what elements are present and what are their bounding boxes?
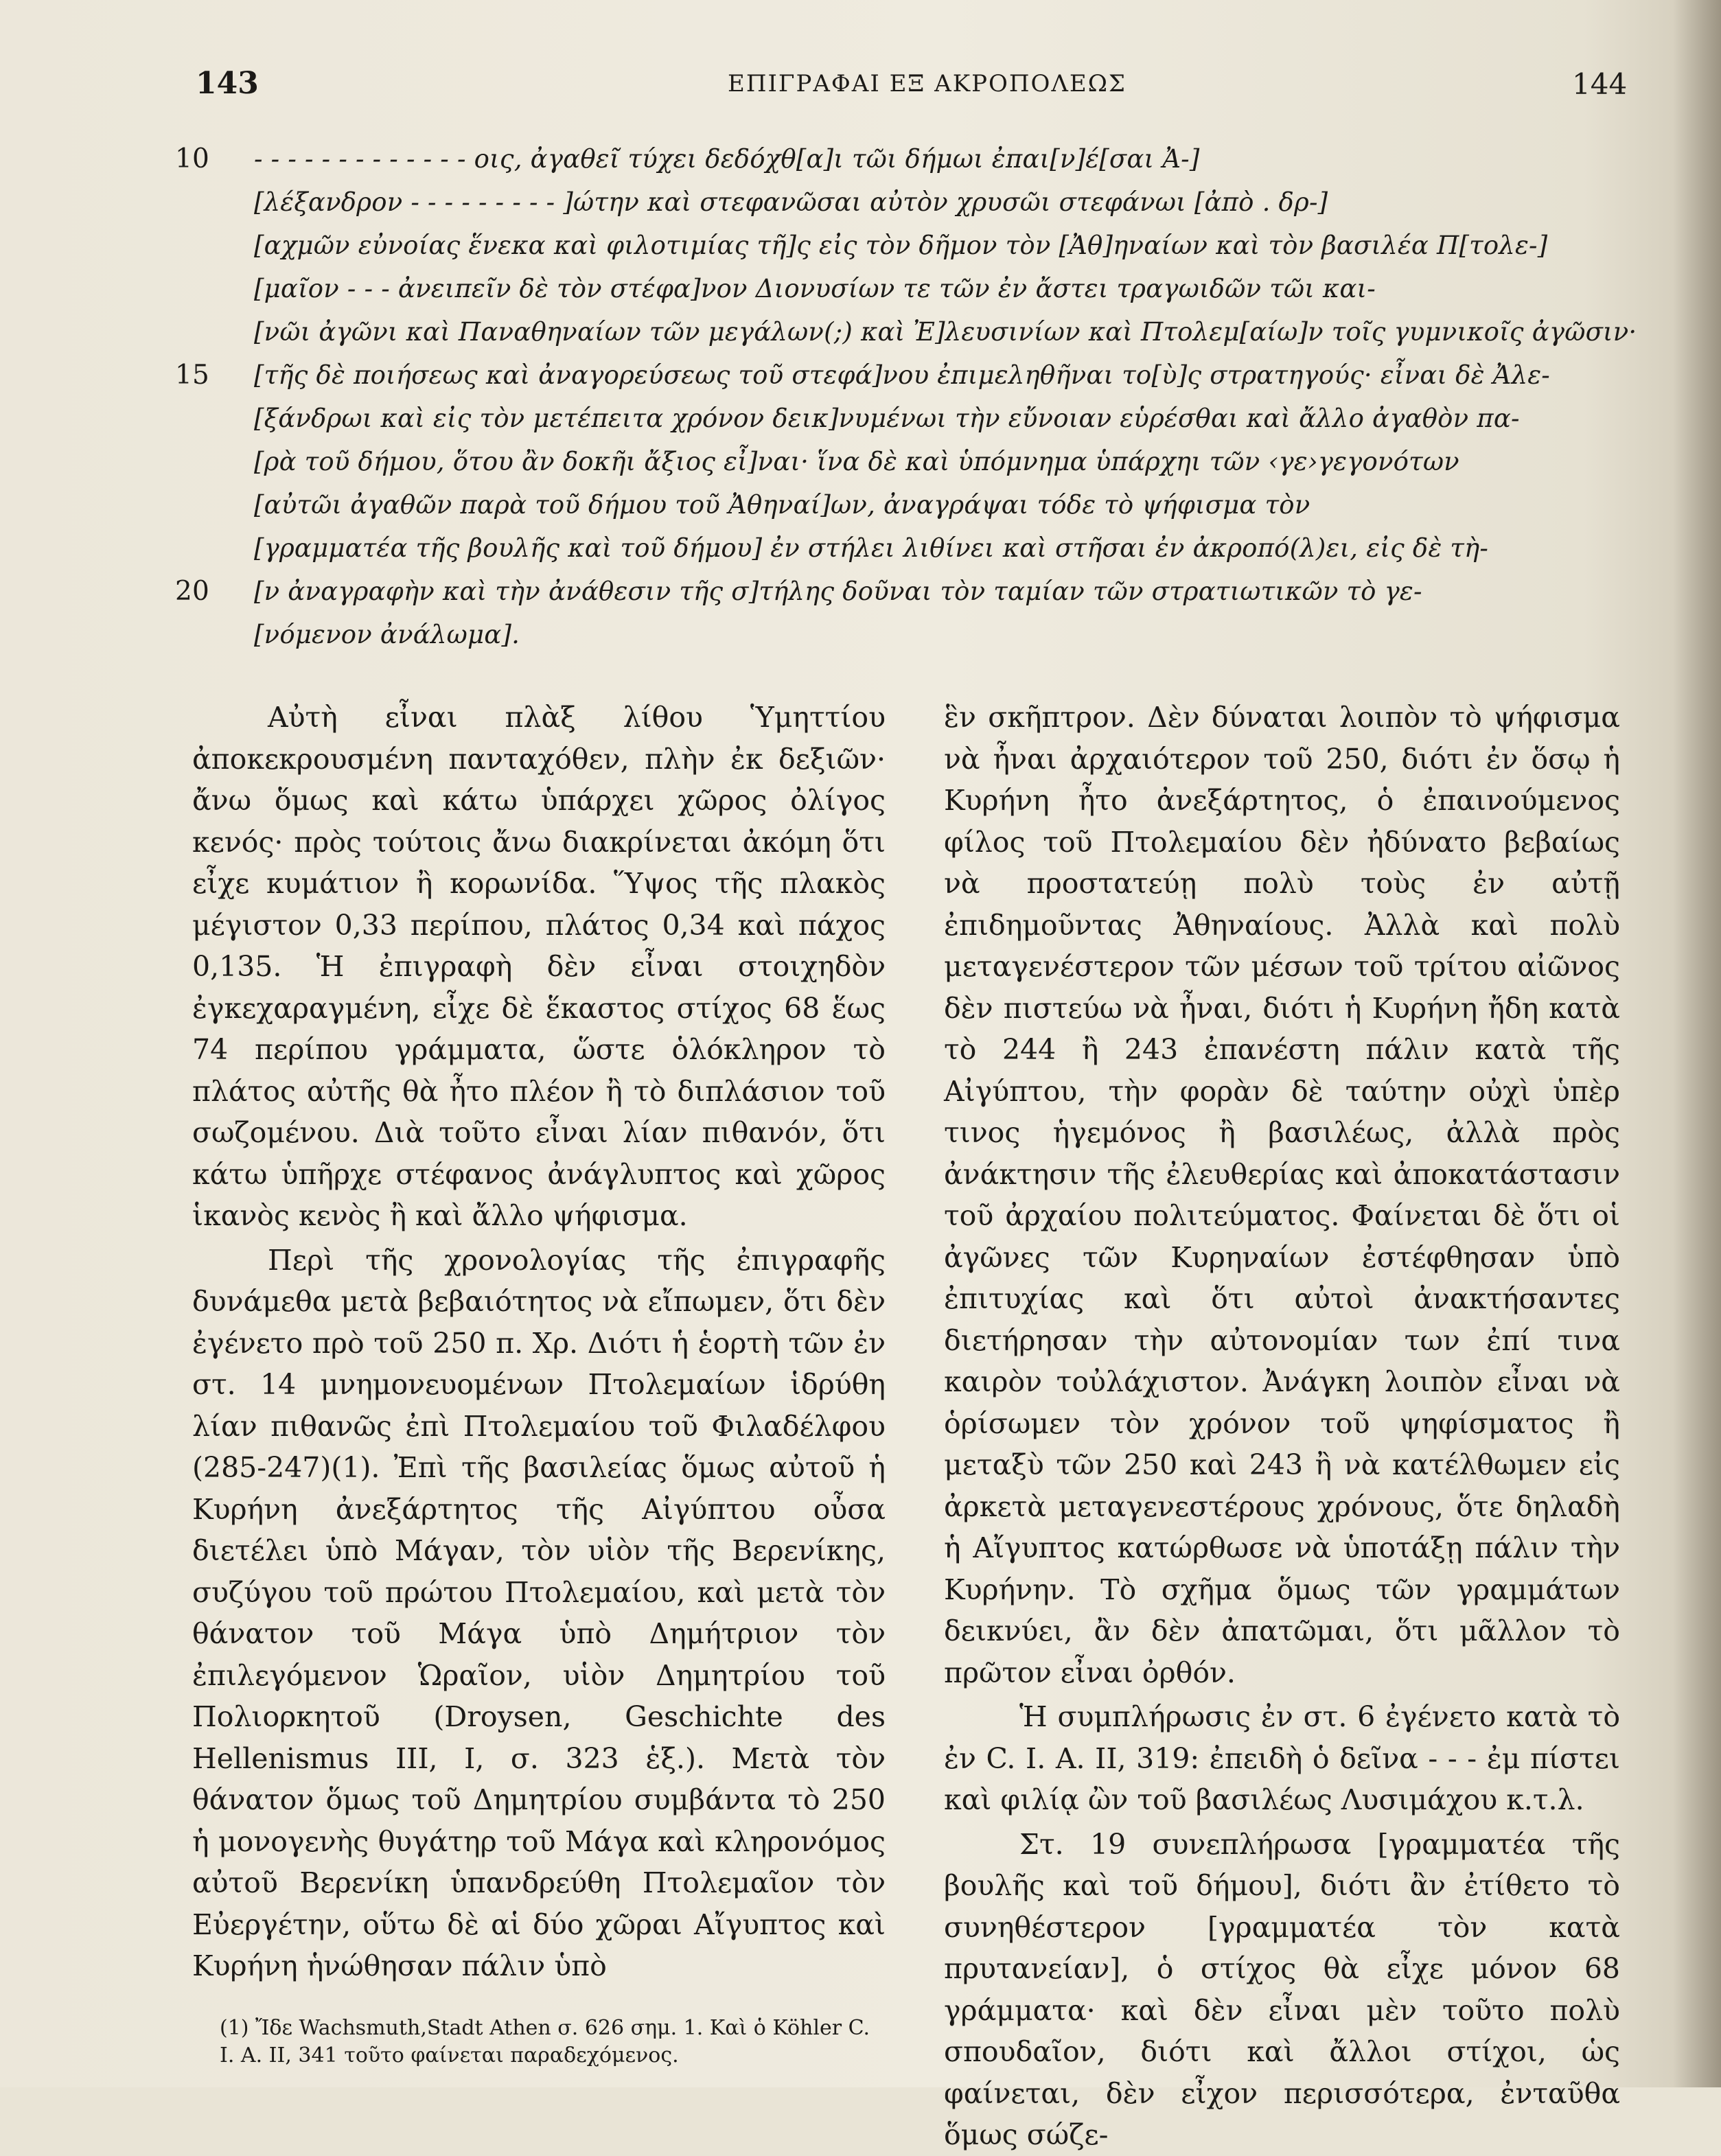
- inscription-line-text: [τῆς δὲ ποιήσεως καὶ ἀναγορεύσεως τοῦ στεφά]νου ἐπιμεληθῆναι το[ὺ]ς στρατηγούς· εἶναι δὲ Ἀλε-: [254, 360, 1550, 390]
- page-number-left: 143: [196, 66, 259, 101]
- inscription-line-text: [αὐτῶι ἀγαθῶν παρὰ τοῦ δήμου τοῦ Ἀθηναί]ων, ἀναγράψαι τόδε τὸ ψήφισμα τὸν: [254, 490, 1310, 520]
- inscription-line: [175, 137, 1558, 181]
- inscription-line-text: [ρὰ τοῦ δήμου, ὅτου ἂν δοκῆι ἄξιος εἶ]ναι· ἵνα δὲ καὶ ὑπόμνημα ὑπάρχηι τῶν ‹γε›γεγονότων: [254, 447, 1459, 476]
- inscription-line: [254, 526, 1558, 570]
- paragraph: Στ. 19 συνεπλήρωσα [γραμματέα τῆς βουλῆς καὶ τοῦ δήμου], διότι ἂν ἐτίθετο τὸ συνηθέστερον [γραμματέα τὸν κατὰ πρυτανείαν], ὁ στίχος θὰ εἶχε μόνον 68 γράμματα· καὶ δὲν εἶναι μὲν τοῦτο πολὺ σπουδαῖον, διότι καὶ ἄλλοι στίχοι, ὡς φαίνεται, δὲν εἶχον περισσότερα, ἐνταῦθα ὅμως σώζε-: [944, 1827, 1620, 2151]
- line-number: 20: [175, 576, 210, 607]
- inscription-line: [175, 353, 1558, 397]
- page-header: [0, 66, 1721, 107]
- inscription-line-text: [γραμματέα τῆς βουλῆς καὶ τοῦ δήμου] ἐν στήλει λιθίνει καὶ στῆσαι ἐν ἀκροπό(λ)ει, εἰς δὲ τὴ-: [254, 533, 1489, 563]
- page-gutter-shadow: [1673, 0, 1721, 2087]
- running-title: ΕΠΙΓΡΑΦΑΙ ΕΞ ΑΚΡΟΠΟΛΕΩΣ: [728, 70, 1127, 97]
- paragraph: Αὐτὴ εἶναι πλὰξ λίθου Ὑμηττίου ἀποκεκρουσμένη πανταχόθεν, πλὴν ἐκ δεξιῶν· ἄνω ὅμως καὶ κάτω ὑπάρχει χῶρος ὀλίγος κενός· πρὸς τούτοις ἄνω διακρίνεται ἀκόμη ὅτι εἶχε κυμάτιον ἢ κορωνίδα. Ὕψος τῆς πλακὸς μέγιστον 0,33 περίπου, πλάτος 0,34 καὶ πάχος 0,135. Ἡ ἐπιγραφὴ δὲν εἶναι στοιχηδὸν ἐγκεχαραγμένη, εἶχε δὲ ἕκαστος στίχος 68 ἕως 74 περίπου γράμματα, ὥστε ὁλόκληρον τὸ πλάτος αὐτῆς θὰ ἦτο πλέον ἢ τὸ διπλάσιον τοῦ σωζομένου. Διὰ τοῦτο εἶναι λίαν πιθανόν, ὅτι κάτω ὑπῆρχε στέφανος ἀνάγλυπτος καὶ χῶρος ἱκανὸς κενὸς ἢ καὶ ἄλλο ψήφισμα.: [192, 701, 886, 1232]
- inscription-line-text: [αχμῶν εὐνοίας ἕνεκα καὶ φιλοτιμίας τῆ]ς εἰς τὸν δῆμον τὸν [Ἀθ]ηναίων καὶ τὸν βασιλέα Π[τολε-]: [254, 231, 1548, 260]
- paragraph: Περὶ τῆς χρονολογίας τῆς ἐπιγραφῆς δυνάμεθα μετὰ βεβαιότητος νὰ εἴπωμεν, ὅτι δὲν ἐγένετο πρὸ τοῦ 250 π. Χρ. Διότι ἡ ἑορτὴ τῶν ἐν στ. 14 μνημονευομένων Πτολεμαίων ἱδρύθη λίαν πιθανῶς ἐπὶ Πτολεμαίου τοῦ Φιλαδέλφου (285-247)(1). Ἐπὶ τῆς βασιλείας ὅμως αὐτοῦ ἡ Κυρήνη ἀνεξάρτητος τῆς Αἰγύπτου οὖσα διετέλει ὑπὸ Μάγαν, τὸν υἱὸν τῆς Βερενίκης, συζύγου τοῦ πρώτου Πτολεμαίου, καὶ μετὰ τὸν θάνατον τοῦ Μάγα ὑπὸ Δημήτριον τὸν ἐπιλεγόμενον Ὡραῖον, υἱὸν Δημητρίου τοῦ Πολιορκητοῦ (Droysen, Geschichte des Hellenismus III, I, σ. 323 ἑξ.). Μετὰ τὸν θάνατον ὅμως τοῦ Δημητρίου συμβάντα τὸ 250 ἡ μονογενὴς θυγάτηρ τοῦ Μάγα καὶ κληρονόμος αὐτοῦ Βερενίκη ὑπανδρεύθη Πτολεμαῖον τὸν Εὐεργέτην, οὕτω δὲ αἱ δύο χῶραι Αἴγυπτος καὶ Κυρήνη ἡνώθησαν πάλιν ὑπὸ: [192, 1243, 886, 1982]
- inscription-line: [254, 181, 1558, 224]
- inscription-line: [254, 440, 1558, 483]
- paragraph: ἓν σκῆπτρον. Δὲν δύναται λοιπὸν τὸ ψήφισμα νὰ ἦναι ἀρχαιότερον τοῦ 250, διότι ἐν ὅσῳ ἡ Κυρήνη ἦτο ἀνεξάρτητος, ὁ ἐπαινούμενος φίλος τοῦ Πτολεμαίου δὲν ἠδύνατο βεβαίως νὰ προστατεύῃ πολὺ τοὺς ἐν αὐτῇ ἐπιδημοῦντας Ἀθηναίους. Ἀλλὰ καὶ πολὺ μεταγενέστερον τῶν μέσων τοῦ τρίτου αἰῶνος δὲν πιστεύω νὰ ἦναι, διότι ἡ Κυρήνη ἤδη κατὰ τὸ 244 ἢ 243 ἐπανέστη πάλιν κατὰ τῆς Αἰγύπτου, τὴν φορὰν δὲ ταύτην οὐχὶ ὑπὲρ τινος ἡγεμόνος ἢ βασιλέως, ἀλλὰ πρὸς ἀνάκτησιν τῆς ἐλευθερίας καὶ ἀποκατάστασιν τοῦ ἀρχαίου πολιτεύματος. Φαίνεται δὲ ὅτι οἱ ἀγῶνες τῶν Κυρηναίων ἐστέφθησαν ὑπὸ ἐπιτυχίας καὶ ὅτι αὐτοὶ ἀνακτήσαντες διετήρησαν τὴν αὐτονομίαν των ἐπί τινα καιρὸν τοὐλάχιστον. Ἀνάγκη λοιπὸν εἶναι νὰ ὁρίσωμεν τὸν χρόνον τοῦ ψηφίσματος ἢ μεταξὺ τῶν 250 καὶ 243 ἢ νὰ κατέλθωμεν εἰς ἀρκετὰ μεταγενεστέρους χρόνους, ὅτε δηλαδὴ ἡ Αἴγυπτος κατώρθωσε νὰ ὑποτάξῃ πάλιν τὴν Κυρήνην. Τὸ σχῆμα ὅμως τῶν γραμμάτων δεικνύει, ἂν δὲν ἀπατῶμαι, ὅτι μᾶλλον τὸ πρῶτον εἶναι ὀρθόν.: [944, 701, 1620, 1689]
- inscription-line-text: [μαῖον - - - ἀνειπεῖν δὲ τὸν στέφα]νον Διονυσίων τε τῶν ἐν ἄστει τραγωιδῶν τῶι και-: [254, 274, 1376, 303]
- inscription-line-text: [νῶι ἀγῶνι καὶ Παναθηναίων τῶν μεγάλων(;) καὶ Ἐ]λευσινίων καὶ Πτολεμ[αίω]ν τοῖς γυμνικοῖς ἀγῶσιν·: [254, 317, 1637, 347]
- inscription-line: [254, 397, 1558, 440]
- page-number-right: 144: [1572, 67, 1628, 101]
- inscription-line: [175, 570, 1558, 613]
- inscription-line: [254, 224, 1558, 267]
- right-column: [944, 697, 1620, 2156]
- inscription-line: [254, 267, 1558, 310]
- line-number: 10: [175, 143, 210, 174]
- inscription-line-text: [νόμενον ἀνάλωμα].: [254, 620, 520, 649]
- inscription-text: [175, 137, 1637, 656]
- inscription-line-text: [ξάνδρωι καὶ εἰς τὸν μετέπειτα χρόνον δεικ]νυμένωι τὴν εὔνοιαν εὑρέσθαι καὶ ἄλλο ἀγαθὸν πα-: [254, 404, 1520, 433]
- footnote: (1) Ἴδε Wachsmuth,Stadt Athen σ. 626 σημ. 1. Καὶ ὁ Köhler C. I. A. II, 341 τοῦτο φαίνεται παραδεχόμενος.: [220, 2015, 870, 2067]
- left-column: [192, 697, 886, 2070]
- line-number: 15: [175, 360, 210, 391]
- inscription-line: [254, 483, 1558, 526]
- inscription-line: [254, 310, 1637, 353]
- paragraph: Ἡ συμπλήρωσις ἐν στ. 6 ἐγένετο κατὰ τὸ ἐν C. I. A. II, 319: ἐπειδὴ ὁ δεῖνα - - - ἐμ πίστει καὶ φιλίᾳ ὢν τοῦ βασιλέως Λυσιμάχου κ.τ.λ.: [944, 1700, 1620, 1816]
- inscription-line-text: [λέξανδρον - - - - - - - - - ]ώτην καὶ στεφανῶσαι αὐτὸν χρυσῶι στεφάνωι [ἀπὸ . δρ-]: [254, 187, 1328, 217]
- inscription-line-text: - - - - - - - - - - - - - οις, ἀγαθεῖ τύχει δεδόχθ[α]ι τῶι δήμωι ἐπαι[ν]έ[σαι Ἀ-]: [254, 144, 1200, 174]
- inscription-line: [254, 613, 1558, 656]
- inscription-line-text: [ν ἀναγραφὴν καὶ τὴν ἀνάθεσιν τῆς σ]τήλης δοῦναι τὸν ταμίαν τῶν στρατιωτικῶν τὸ γε-: [254, 577, 1422, 606]
